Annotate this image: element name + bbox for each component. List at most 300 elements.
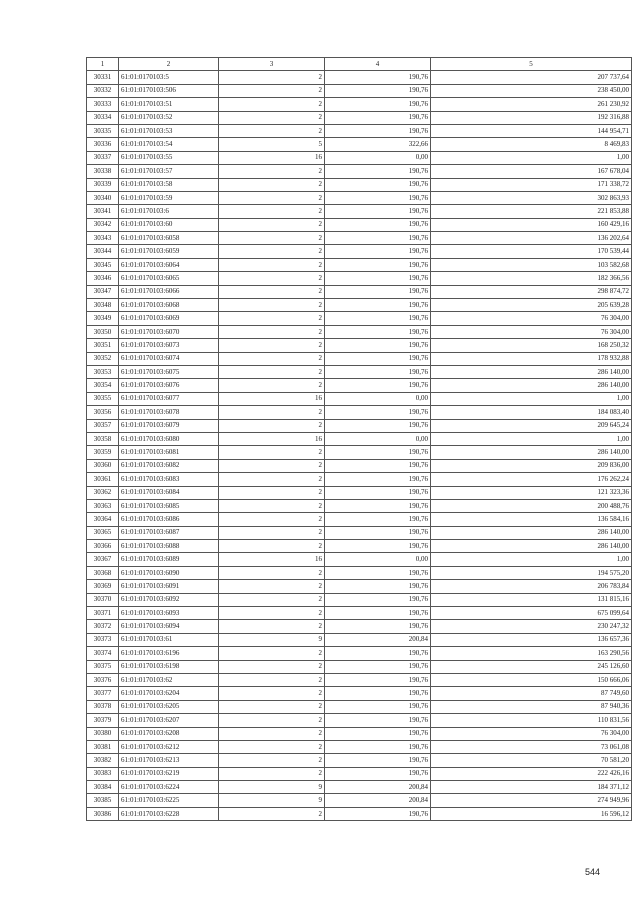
row-number-cell: 30378 [87, 700, 119, 713]
cadastral-number-cell: 61:01:0170103:59 [119, 191, 219, 204]
table-row [87, 392, 632, 405]
value-cell: 73 061,08 [431, 740, 632, 753]
rate-cell: 190,76 [325, 700, 431, 713]
group-code-cell: 2 [219, 767, 325, 780]
table-row [87, 526, 632, 539]
cadastral-number-cell: 61:01:0170103:6224 [119, 781, 219, 794]
rate-cell: 190,76 [325, 687, 431, 700]
value-cell: 206 783,84 [431, 580, 632, 593]
rate-cell: 190,76 [325, 647, 431, 660]
table-row [87, 593, 632, 606]
cadastral-number-cell: 61:01:0170103:6083 [119, 473, 219, 486]
group-code-cell: 2 [219, 647, 325, 660]
rate-cell: 190,76 [325, 124, 431, 137]
rate-cell: 190,76 [325, 178, 431, 191]
cadastral-number-cell: 61:01:0170103:6070 [119, 325, 219, 338]
value-cell: 207 737,64 [431, 71, 632, 84]
group-code-cell: 2 [219, 165, 325, 178]
cadastral-number-cell: 61:01:0170103:6093 [119, 607, 219, 620]
cadastral-number-cell: 61:01:0170103:6207 [119, 714, 219, 727]
value-cell: 8 469,83 [431, 138, 632, 151]
row-number-cell: 30367 [87, 553, 119, 566]
rate-cell: 190,76 [325, 540, 431, 553]
row-number-cell: 30372 [87, 620, 119, 633]
rate-cell: 190,76 [325, 714, 431, 727]
table-row [87, 714, 632, 727]
table-row [87, 272, 632, 285]
rate-cell: 0,00 [325, 432, 431, 445]
table-row [87, 205, 632, 218]
rate-cell: 190,76 [325, 339, 431, 352]
table-row [87, 740, 632, 753]
table-row [87, 379, 632, 392]
group-code-cell: 2 [219, 419, 325, 432]
group-code-cell: 2 [219, 379, 325, 392]
row-number-cell: 30344 [87, 245, 119, 258]
row-number-cell: 30375 [87, 660, 119, 673]
table-row [87, 165, 632, 178]
rate-cell: 190,76 [325, 285, 431, 298]
row-number-cell: 30355 [87, 392, 119, 405]
table-row [87, 700, 632, 713]
row-number-cell: 30360 [87, 459, 119, 472]
column-header-5: 5 [431, 58, 632, 71]
cadastral-number-cell: 61:01:0170103:6212 [119, 740, 219, 753]
value-cell: 245 126,60 [431, 660, 632, 673]
value-cell: 176 262,24 [431, 473, 632, 486]
group-code-cell: 2 [219, 312, 325, 325]
group-code-cell: 16 [219, 553, 325, 566]
value-cell: 261 230,92 [431, 98, 632, 111]
value-cell: 194 575,20 [431, 566, 632, 579]
group-code-cell: 2 [219, 232, 325, 245]
value-cell: 144 954,71 [431, 124, 632, 137]
value-cell: 103 582,68 [431, 258, 632, 271]
value-cell: 286 140,00 [431, 526, 632, 539]
rate-cell: 190,76 [325, 727, 431, 740]
table-row [87, 218, 632, 231]
rate-cell: 190,76 [325, 352, 431, 365]
cadastral-value-table [86, 57, 631, 821]
rate-cell: 190,76 [325, 71, 431, 84]
table-row [87, 312, 632, 325]
rate-cell: 190,76 [325, 660, 431, 673]
row-number-cell: 30363 [87, 499, 119, 512]
row-number-cell: 30340 [87, 191, 119, 204]
cadastral-number-cell: 61:01:0170103:54 [119, 138, 219, 151]
value-cell: 171 338,72 [431, 178, 632, 191]
value-cell: 136 202,64 [431, 232, 632, 245]
table-row [87, 767, 632, 780]
row-number-cell: 30381 [87, 740, 119, 753]
row-number-cell: 30343 [87, 232, 119, 245]
table-row [87, 178, 632, 191]
table-row [87, 446, 632, 459]
cadastral-number-cell: 61:01:0170103:6219 [119, 767, 219, 780]
cadastral-number-cell: 61:01:0170103:6065 [119, 272, 219, 285]
table-row [87, 406, 632, 419]
cadastral-number-cell: 61:01:0170103:6080 [119, 432, 219, 445]
rate-cell: 190,76 [325, 379, 431, 392]
table-row [87, 660, 632, 673]
value-cell: 110 831,56 [431, 714, 632, 727]
group-code-cell: 5 [219, 138, 325, 151]
row-number-cell: 30370 [87, 593, 119, 606]
rate-cell: 190,76 [325, 111, 431, 124]
value-cell: 205 639,28 [431, 299, 632, 312]
cadastral-number-cell: 61:01:0170103:53 [119, 124, 219, 137]
rate-cell: 190,76 [325, 740, 431, 753]
table-row [87, 566, 632, 579]
cadastral-number-cell: 61:01:0170103:52 [119, 111, 219, 124]
cadastral-number-cell: 61:01:0170103:6064 [119, 258, 219, 271]
value-cell: 170 539,44 [431, 245, 632, 258]
group-code-cell: 2 [219, 660, 325, 673]
rate-cell: 190,76 [325, 607, 431, 620]
table-header [87, 58, 632, 71]
group-code-cell: 2 [219, 607, 325, 620]
table-row [87, 232, 632, 245]
row-number-cell: 30365 [87, 526, 119, 539]
row-number-cell: 30334 [87, 111, 119, 124]
page-number: 544 [584, 867, 600, 877]
group-code-cell: 2 [219, 98, 325, 111]
cadastral-number-cell: 61:01:0170103:506 [119, 84, 219, 97]
header-row [87, 58, 632, 71]
cadastral-number-cell: 61:01:0170103:6069 [119, 312, 219, 325]
table-row [87, 553, 632, 566]
group-code-cell: 2 [219, 352, 325, 365]
group-code-cell: 2 [219, 673, 325, 686]
table-row [87, 781, 632, 794]
rate-cell: 190,76 [325, 406, 431, 419]
table-row [87, 124, 632, 137]
value-cell: 238 450,00 [431, 84, 632, 97]
value-cell: 209 645,24 [431, 419, 632, 432]
value-cell: 182 366,56 [431, 272, 632, 285]
rate-cell: 190,76 [325, 98, 431, 111]
cadastral-number-cell: 61:01:0170103:6198 [119, 660, 219, 673]
value-cell: 230 247,32 [431, 620, 632, 633]
table-row [87, 191, 632, 204]
value-cell: 70 581,20 [431, 754, 632, 767]
cadastral-number-cell: 61:01:0170103:6079 [119, 419, 219, 432]
rate-cell: 190,76 [325, 526, 431, 539]
row-number-cell: 30385 [87, 794, 119, 807]
rate-cell: 0,00 [325, 553, 431, 566]
table-row [87, 620, 632, 633]
row-number-cell: 30331 [87, 71, 119, 84]
value-cell: 192 316,88 [431, 111, 632, 124]
row-number-cell: 30347 [87, 285, 119, 298]
group-code-cell: 2 [219, 513, 325, 526]
row-number-cell: 30382 [87, 754, 119, 767]
rate-cell: 200,84 [325, 781, 431, 794]
row-number-cell: 30351 [87, 339, 119, 352]
group-code-cell: 2 [219, 499, 325, 512]
cadastral-number-cell: 61:01:0170103:6068 [119, 299, 219, 312]
group-code-cell: 2 [219, 124, 325, 137]
table-row [87, 84, 632, 97]
group-code-cell: 2 [219, 258, 325, 271]
value-cell: 286 140,00 [431, 365, 632, 378]
rate-cell: 190,76 [325, 459, 431, 472]
rate-cell: 190,76 [325, 84, 431, 97]
cadastral-number-cell: 61:01:0170103:6228 [119, 807, 219, 820]
group-code-cell: 16 [219, 432, 325, 445]
row-number-cell: 30377 [87, 687, 119, 700]
table-row [87, 580, 632, 593]
table-row [87, 419, 632, 432]
rate-cell: 0,00 [325, 151, 431, 164]
table-row [87, 647, 632, 660]
group-code-cell: 9 [219, 781, 325, 794]
table-row [87, 807, 632, 820]
row-number-cell: 30356 [87, 406, 119, 419]
cadastral-number-cell: 61:01:0170103:6 [119, 205, 219, 218]
rate-cell: 190,76 [325, 620, 431, 633]
row-number-cell: 30379 [87, 714, 119, 727]
cadastral-number-cell: 61:01:0170103:5 [119, 71, 219, 84]
cadastral-number-cell: 61:01:0170103:6084 [119, 486, 219, 499]
group-code-cell: 2 [219, 285, 325, 298]
table-row [87, 513, 632, 526]
value-cell: 1,00 [431, 392, 632, 405]
row-number-cell: 30371 [87, 607, 119, 620]
group-code-cell: 2 [219, 807, 325, 820]
rate-cell: 190,76 [325, 593, 431, 606]
row-number-cell: 30374 [87, 647, 119, 660]
row-number-cell: 30335 [87, 124, 119, 137]
table-row [87, 486, 632, 499]
column-header-3: 3 [219, 58, 325, 71]
row-number-cell: 30359 [87, 446, 119, 459]
table-row [87, 151, 632, 164]
group-code-cell: 2 [219, 406, 325, 419]
table-row [87, 98, 632, 111]
group-code-cell: 9 [219, 794, 325, 807]
row-number-cell: 30373 [87, 633, 119, 646]
table-row [87, 673, 632, 686]
group-code-cell: 2 [219, 71, 325, 84]
table-row [87, 754, 632, 767]
table-row [87, 138, 632, 151]
table-row [87, 71, 632, 84]
row-number-cell: 30336 [87, 138, 119, 151]
column-header-2: 2 [119, 58, 219, 71]
group-code-cell: 2 [219, 486, 325, 499]
cadastral-number-cell: 61:01:0170103:6073 [119, 339, 219, 352]
table-row [87, 339, 632, 352]
table-row [87, 687, 632, 700]
value-cell: 136 657,36 [431, 633, 632, 646]
group-code-cell: 2 [219, 566, 325, 579]
table-row [87, 245, 632, 258]
cadastral-number-cell: 61:01:0170103:6092 [119, 593, 219, 606]
value-cell: 167 678,04 [431, 165, 632, 178]
value-cell: 136 584,16 [431, 513, 632, 526]
value-cell: 286 140,00 [431, 446, 632, 459]
value-cell: 168 250,32 [431, 339, 632, 352]
group-code-cell: 2 [219, 245, 325, 258]
group-code-cell: 2 [219, 459, 325, 472]
value-cell: 298 874,72 [431, 285, 632, 298]
table-row [87, 794, 632, 807]
value-cell: 200 488,76 [431, 499, 632, 512]
value-cell: 87 940,36 [431, 700, 632, 713]
group-code-cell: 2 [219, 754, 325, 767]
value-cell: 209 836,00 [431, 459, 632, 472]
rate-cell: 190,76 [325, 245, 431, 258]
rate-cell: 190,76 [325, 165, 431, 178]
cadastral-number-cell: 61:01:0170103:6225 [119, 794, 219, 807]
value-cell: 16 596,12 [431, 807, 632, 820]
row-number-cell: 30339 [87, 178, 119, 191]
group-code-cell: 2 [219, 593, 325, 606]
rate-cell: 190,76 [325, 191, 431, 204]
cadastral-number-cell: 61:01:0170103:58 [119, 178, 219, 191]
row-number-cell: 30368 [87, 566, 119, 579]
row-number-cell: 30332 [87, 84, 119, 97]
group-code-cell: 2 [219, 687, 325, 700]
group-code-cell: 2 [219, 540, 325, 553]
column-header-1: 1 [87, 58, 119, 71]
value-cell: 76 304,00 [431, 325, 632, 338]
cadastral-number-cell: 61:01:0170103:6094 [119, 620, 219, 633]
value-cell: 178 932,88 [431, 352, 632, 365]
cadastral-number-cell: 61:01:0170103:6088 [119, 540, 219, 553]
group-code-cell: 2 [219, 365, 325, 378]
group-code-cell: 2 [219, 740, 325, 753]
cadastral-number-cell: 61:01:0170103:6074 [119, 352, 219, 365]
table-row [87, 473, 632, 486]
group-code-cell: 16 [219, 392, 325, 405]
group-code-cell: 2 [219, 526, 325, 539]
value-cell: 131 815,16 [431, 593, 632, 606]
cadastral-number-cell: 61:01:0170103:61 [119, 633, 219, 646]
table-row [87, 285, 632, 298]
table-row [87, 299, 632, 312]
column-header-4: 4 [325, 58, 431, 71]
table-row [87, 352, 632, 365]
group-code-cell: 2 [219, 178, 325, 191]
table-row [87, 727, 632, 740]
group-code-cell: 9 [219, 633, 325, 646]
table-row [87, 540, 632, 553]
group-code-cell: 2 [219, 205, 325, 218]
group-code-cell: 2 [219, 620, 325, 633]
rate-cell: 190,76 [325, 566, 431, 579]
value-cell: 121 323,36 [431, 486, 632, 499]
cadastral-number-cell: 61:01:0170103:6059 [119, 245, 219, 258]
group-code-cell: 2 [219, 218, 325, 231]
row-number-cell: 30338 [87, 165, 119, 178]
row-number-cell: 30366 [87, 540, 119, 553]
rate-cell: 190,76 [325, 325, 431, 338]
cadastral-number-cell: 61:01:0170103:6082 [119, 459, 219, 472]
row-number-cell: 30384 [87, 781, 119, 794]
table-row [87, 499, 632, 512]
value-cell: 150 666,06 [431, 673, 632, 686]
cadastral-number-cell: 61:01:0170103:6086 [119, 513, 219, 526]
rate-cell: 190,76 [325, 754, 431, 767]
cadastral-number-cell: 61:01:0170103:6087 [119, 526, 219, 539]
value-cell: 286 140,00 [431, 540, 632, 553]
cadastral-number-cell: 61:01:0170103:62 [119, 673, 219, 686]
table-body [87, 71, 632, 821]
value-cell: 221 853,88 [431, 205, 632, 218]
cadastral-number-cell: 61:01:0170103:6085 [119, 499, 219, 512]
table-row [87, 365, 632, 378]
row-number-cell: 30348 [87, 299, 119, 312]
value-cell: 302 863,93 [431, 191, 632, 204]
cadastral-number-cell: 61:01:0170103:6066 [119, 285, 219, 298]
row-number-cell: 30376 [87, 673, 119, 686]
rate-cell: 190,76 [325, 299, 431, 312]
cadastral-number-cell: 61:01:0170103:6204 [119, 687, 219, 700]
cadastral-number-cell: 61:01:0170103:60 [119, 218, 219, 231]
rate-cell: 190,76 [325, 513, 431, 526]
rate-cell: 190,76 [325, 365, 431, 378]
value-cell: 286 140,00 [431, 379, 632, 392]
table-row [87, 111, 632, 124]
table-row [87, 459, 632, 472]
table-row [87, 633, 632, 646]
group-code-cell: 2 [219, 272, 325, 285]
table-row [87, 607, 632, 620]
rate-cell: 0,00 [325, 392, 431, 405]
row-number-cell: 30353 [87, 365, 119, 378]
group-code-cell: 2 [219, 111, 325, 124]
rate-cell: 190,76 [325, 218, 431, 231]
value-cell: 184 371,12 [431, 781, 632, 794]
value-cell: 87 749,60 [431, 687, 632, 700]
group-code-cell: 2 [219, 84, 325, 97]
row-number-cell: 30386 [87, 807, 119, 820]
table-row [87, 432, 632, 445]
rate-cell: 190,76 [325, 258, 431, 271]
cadastral-number-cell: 61:01:0170103:6089 [119, 553, 219, 566]
cadastral-number-cell: 61:01:0170103:6081 [119, 446, 219, 459]
value-cell: 163 290,56 [431, 647, 632, 660]
row-number-cell: 30349 [87, 312, 119, 325]
rate-cell: 200,84 [325, 794, 431, 807]
row-number-cell: 30362 [87, 486, 119, 499]
rate-cell: 190,76 [325, 807, 431, 820]
cadastral-number-cell: 61:01:0170103:51 [119, 98, 219, 111]
group-code-cell: 2 [219, 714, 325, 727]
cadastral-number-cell: 61:01:0170103:6196 [119, 647, 219, 660]
cadastral-number-cell: 61:01:0170103:57 [119, 165, 219, 178]
row-number-cell: 30369 [87, 580, 119, 593]
cadastral-number-cell: 61:01:0170103:6090 [119, 566, 219, 579]
row-number-cell: 30342 [87, 218, 119, 231]
cadastral-number-cell: 61:01:0170103:6213 [119, 754, 219, 767]
group-code-cell: 2 [219, 299, 325, 312]
value-cell: 675 099,64 [431, 607, 632, 620]
rate-cell: 190,76 [325, 272, 431, 285]
cadastral-number-cell: 61:01:0170103:6076 [119, 379, 219, 392]
row-number-cell: 30364 [87, 513, 119, 526]
rate-cell: 190,76 [325, 419, 431, 432]
rate-cell: 322,66 [325, 138, 431, 151]
value-cell: 274 949,96 [431, 794, 632, 807]
row-number-cell: 30350 [87, 325, 119, 338]
data-table [86, 57, 632, 821]
group-code-cell: 2 [219, 446, 325, 459]
cadastral-number-cell: 61:01:0170103:6058 [119, 232, 219, 245]
cadastral-number-cell: 61:01:0170103:6078 [119, 406, 219, 419]
